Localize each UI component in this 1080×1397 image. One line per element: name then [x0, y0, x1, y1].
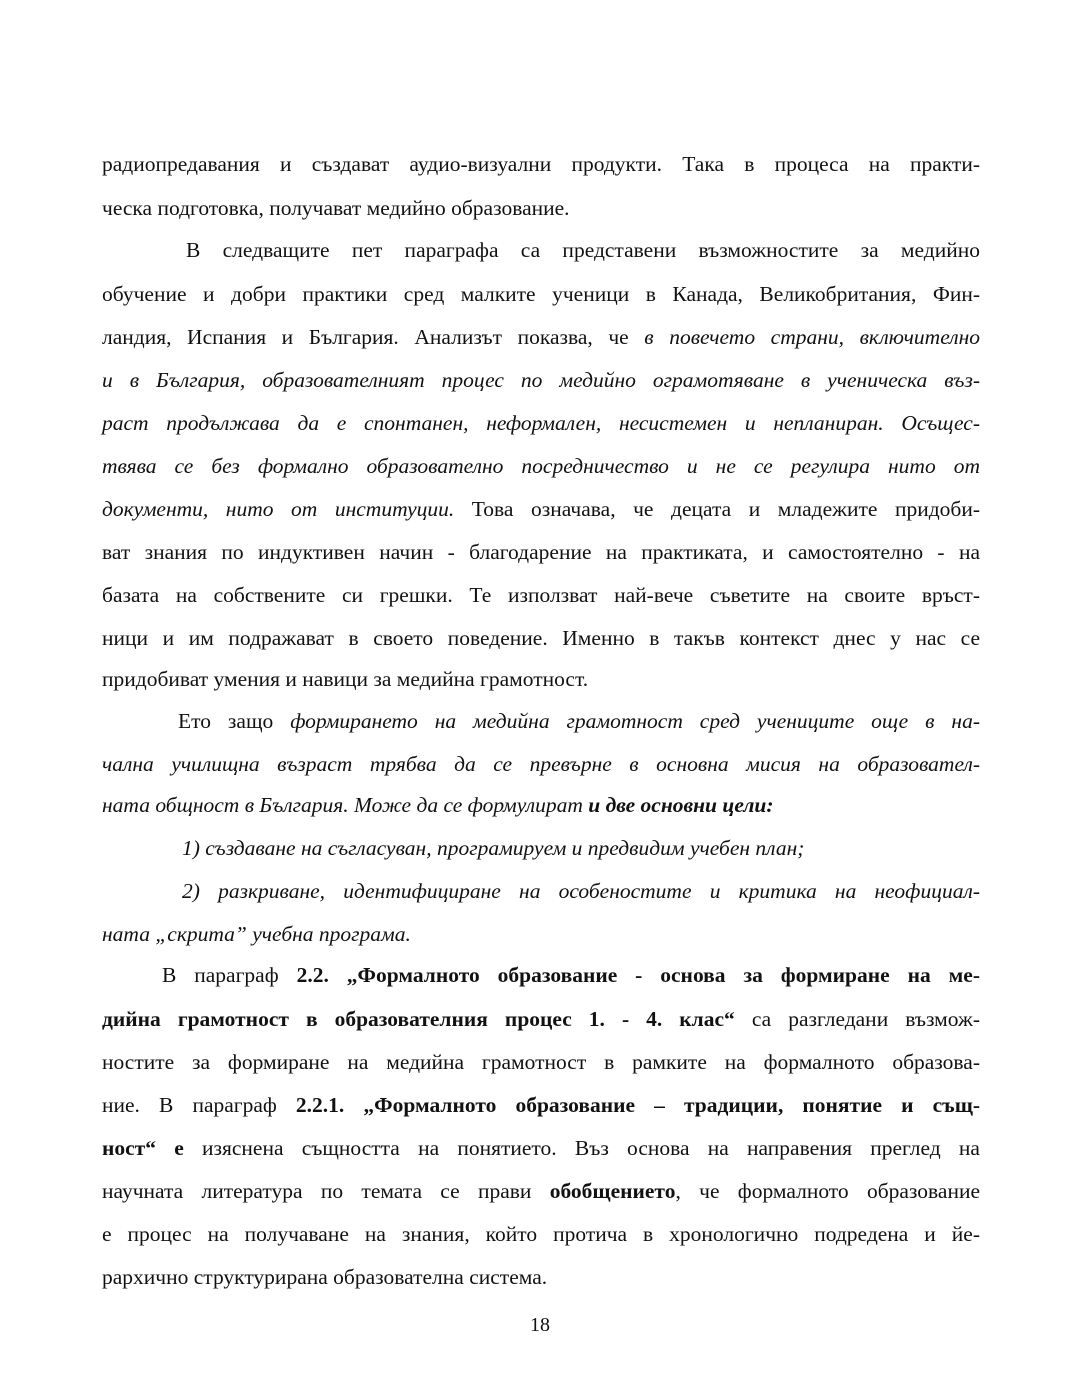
text-line: и в България, образователният процес по медийно ограмотяване в ученическа въз-	[102, 368, 980, 392]
list-item: 2) разкриване, идентифициране на особеностите и критика на неофициал-	[182, 879, 980, 903]
bold-emphasis: и две основни цели:	[588, 793, 774, 817]
list-item: 1) създаване на съгласуван, програмируем и предвидим учебен план;	[182, 836, 805, 860]
text-line: В следващите пет параграфа са представени възможностите за медийно	[186, 238, 980, 262]
text-line: В параграф 2.2. „Формалното образование - основа за формиране на ме-	[162, 963, 981, 987]
italic-emphasis: формирането на медийна грамотност сред учениците още в на-	[290, 709, 980, 733]
text-line: твява се без формално образователно посредничество и не се регулира нито от	[102, 454, 980, 478]
bold-emphasis: обобщението	[549, 1179, 676, 1203]
text-line: рархично структурирана образователна система.	[102, 1265, 548, 1289]
text-line: ници и им подражават в своето поведение. Именно в такъв контекст днес у нас се	[102, 626, 980, 650]
bold-emphasis: 2.2. „Формалното образование - основа за формиране на ме-	[296, 963, 981, 987]
text-line: чална училищна възраст трябва да се превърне в основна мисия на образовател-	[102, 752, 980, 776]
text-line: раст продължава да е спонтанен, неформален, несистемен и непланиран. Осъщес-	[102, 411, 980, 435]
text-line: ват знания по индуктивен начин - благодарение на практиката, и самостоятелно - на	[102, 540, 980, 564]
text-line: Ето защо формирането на медийна грамотност сред учениците още в на-	[178, 709, 980, 733]
italic-emphasis: в повечето страни, включително	[644, 325, 980, 349]
text-line: е процес на получаване на знания, който протича в хронологично подредена и йе-	[102, 1222, 980, 1246]
text-line: научната литература по темата се прави обобщението, че формалното образование	[102, 1179, 981, 1203]
bold-emphasis: дийна грамотност в образователния процес 1. - 4. клас“	[102, 1007, 735, 1031]
bold-emphasis: 2.2.1. „Формалното образование – традиции, понятие и същ-	[295, 1093, 980, 1117]
text-line: ната общност в България. Може да се формулират и две основни цели:	[102, 793, 774, 817]
text-line: ческа подготовка, получават медийно образование.	[102, 196, 570, 220]
text-line: ност“ е изяснена същността на понятието. Въз основа на направения преглед на	[102, 1136, 980, 1160]
text-line: обучение и добри практики сред малките ученици в Канада, Великобритания, Фин-	[102, 282, 980, 306]
bold-emphasis: ност“ е	[102, 1136, 184, 1160]
text-line: дийна грамотност в образователния процес 1. - 4. клас“ са разгледани възмож-	[102, 1007, 980, 1031]
text-line: ната „скрита” учебна програма.	[102, 922, 411, 946]
text-line: документи, нито от институции. Това означава, че децата и младежите придоби-	[102, 497, 981, 521]
italic-emphasis: документи, нито от институции.	[102, 497, 455, 521]
text-line: ностите за формиране на медийна грамотност в рамките на формалното образова-	[102, 1050, 980, 1074]
text-line: придобиват умения и навици за медийна грамотност.	[102, 667, 589, 691]
page-number: 18	[530, 1314, 550, 1336]
text-line: базата на собствените си грешки. Те използват най-вече съветите на своите връст-	[102, 583, 980, 607]
text-line: ние. В параграф 2.2.1. „Формалното образование – традиции, понятие и същ-	[102, 1093, 980, 1117]
text-line: радиопредавания и създават аудио-визуални продукти. Така в процеса на практи-	[102, 152, 980, 176]
text-line: ландия, Испания и България. Анализът показва, че в повечето страни, включително	[102, 325, 980, 349]
